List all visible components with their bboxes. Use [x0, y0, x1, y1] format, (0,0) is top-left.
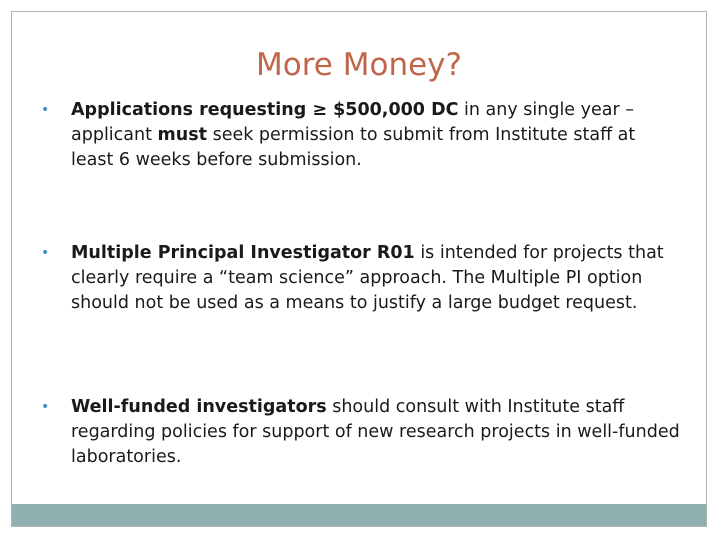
- bullet-bold-lead: Multiple Principal Investigator R01: [71, 243, 415, 263]
- bullet-body: should consult with Institute staff regarding policies for support of new research projects in well-funded laboratories.: [71, 397, 680, 467]
- bullet-bold-lead: Well-funded investigators: [71, 397, 327, 417]
- bullet-bold-lead: Applications requesting ≥ $500,000 DC: [71, 100, 459, 120]
- bullet-icon: •: [41, 102, 50, 118]
- slide-title: More Money?: [256, 47, 462, 83]
- bullet-icon: •: [41, 245, 50, 261]
- bullet-text: [71, 241, 681, 316]
- bullet-icon: •: [41, 399, 50, 415]
- footer-bar: [12, 504, 706, 526]
- bullet-body: seek permission to submit from Institute staff at least 6 weeks before submission.: [71, 125, 636, 170]
- bullet-item: [41, 98, 681, 173]
- slide: [11, 11, 707, 527]
- bullet-item: [41, 241, 681, 316]
- bullet-text: [71, 395, 681, 470]
- bullet-bold-emphasis: must: [157, 125, 208, 145]
- bullet-body: in any single year – applicant: [71, 100, 634, 145]
- bullet-body: is intended for projects that clearly require a “team science” approach. The Multiple PI option should not be used as a means to justify a large budget request.: [71, 243, 664, 313]
- bullet-text: [71, 98, 681, 173]
- bullet-item: [41, 395, 681, 470]
